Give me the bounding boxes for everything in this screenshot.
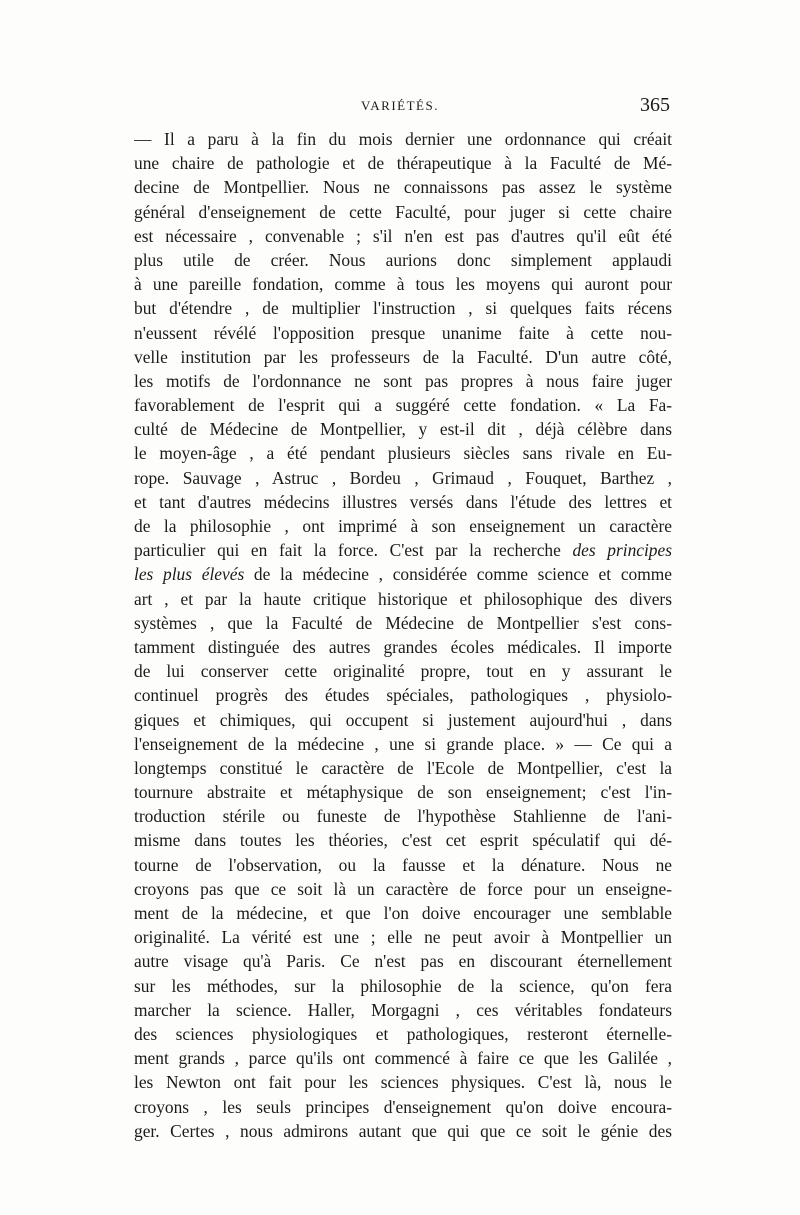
text-line: le moyen-âge , a été pendant plusieurs siècles sans rivale en Eu- <box>134 443 672 464</box>
text-line: croyons pas que ce soit là un caractère de force pour un enseigne- <box>134 878 672 899</box>
text-line: rope. Sauvage , Astruc , Bordeu , Grimaud , Fouquet, Barthez , <box>134 467 672 488</box>
text-line: velle institution par les professeurs de la Faculté. D'un autre côté, <box>134 346 672 367</box>
text-line: systèmes , que la Faculté de Médecine de Montpellier s'est cons- <box>134 612 672 633</box>
text-line: favorablement de l'esprit qui a suggéré cette fondation. « La Fa- <box>134 395 672 416</box>
text-line: misme dans toutes les théories, c'est cet esprit spéculatif qui dé- <box>134 830 672 851</box>
running-head <box>130 94 670 124</box>
text-line: art , et par la haute critique historique et philosophique des divers <box>134 588 672 609</box>
text-line: culté de Médecine de Montpellier, y est-il dit , déjà célèbre dans <box>134 419 672 440</box>
text-line: particulier qui en fait la force. C'est par la recherche des principes <box>134 540 672 561</box>
page-number: 365 <box>640 94 670 116</box>
text-line: les Newton ont fait pour les sciences physiques. C'est là, nous le <box>134 1072 672 1093</box>
text-line: tamment distinguée des autres grandes écoles médicales. Il importe <box>134 636 672 657</box>
text-line: de lui conserver cette originalité propre, tout en y assurant le <box>134 661 672 682</box>
text-line: à une pareille fondation, comme à tous les moyens qui auront pour <box>134 274 672 295</box>
running-head-title: VARIÉTÉS. <box>361 98 439 113</box>
text-line: et tant d'autres médecins illustres versés dans l'étude des lettres et <box>134 491 672 512</box>
text-line: troduction stérile ou funeste de l'hypothèse Stahlienne de l'ani- <box>134 806 672 827</box>
text-line: les motifs de l'ordonnance ne sont pas propres à nous faire juger <box>134 370 672 391</box>
text-line: originalité. La vérité est une ; elle ne peut avoir à Montpellier un <box>134 927 672 948</box>
text-line: des sciences physiologiques et pathologiques, resteront éternelle- <box>134 1023 672 1044</box>
text-line: n'eussent révélé l'opposition presque unanime faite à cette nou- <box>134 322 672 343</box>
text-line: de la philosophie , ont imprimé à son enseignement un caractère <box>134 516 672 536</box>
text-line: marcher la science. Haller, Morgagni , ces véritables fondateurs <box>134 999 672 1020</box>
italic-phrase: des principes <box>572 540 672 561</box>
text-line: l'enseignement de la médecine , une si grande place. » — Ce qui a <box>134 733 672 754</box>
text-line: tournure abstraite et métaphysique de son enseignement; c'est l'in- <box>134 782 672 803</box>
text-line: est nécessaire , convenable ; s'il n'en est pas d'autres qu'il eût été <box>134 225 672 246</box>
text-line: sur les méthodes, sur la philosophie de la science, qu'on fera <box>134 975 672 996</box>
text-line: decine de Montpellier. Nous ne connaissons pas assez le système <box>134 177 672 198</box>
text-line: ment de la médecine, et que l'on doive encourager une semblable <box>134 903 672 923</box>
text-line: but d'étendre , de multiplier l'instruction , si quelques faits récens <box>134 298 672 319</box>
text-line: autre visage qu'à Paris. Ce n'est pas en discourant éternellement <box>134 951 672 972</box>
body-text <box>134 127 672 1143</box>
text-line: général d'enseignement de cette Faculté, pour juger si cette chaire <box>134 201 672 222</box>
text-line: ger. Certes , nous admirons autant que qui que ce soit le génie des <box>134 1120 672 1141</box>
text-line: tourne de l'observation, ou la fausse et la dénature. Nous ne <box>134 854 672 875</box>
italic-phrase: les plus élevés <box>134 564 245 585</box>
text-line: giques et chimiques, qui occupent si justement aujourd'hui , dans <box>134 709 672 730</box>
text-line: croyons , les seuls principes d'enseignement qu'on doive encoura- <box>134 1096 672 1117</box>
text-line: continuel progrès des études spéciales, pathologiques , physiolo- <box>134 685 672 706</box>
text-line: les plus élevés de la médecine , considérée comme science et comme <box>134 564 672 585</box>
text-line: ment grands , parce qu'ils ont commencé à faire ce que les Galilée , <box>134 1048 672 1069</box>
text-line: longtemps constitué le caractère de l'Ecole de Montpellier, c'est la <box>134 757 672 778</box>
text-line: — Il a paru à la fin du mois dernier une ordonnance qui créait <box>134 129 672 149</box>
text-line: plus utile de créer. Nous aurions donc simplement applaudi <box>134 249 672 270</box>
text-line: une chaire de pathologie et de thérapeutique à la Faculté de Mé- <box>134 153 672 174</box>
